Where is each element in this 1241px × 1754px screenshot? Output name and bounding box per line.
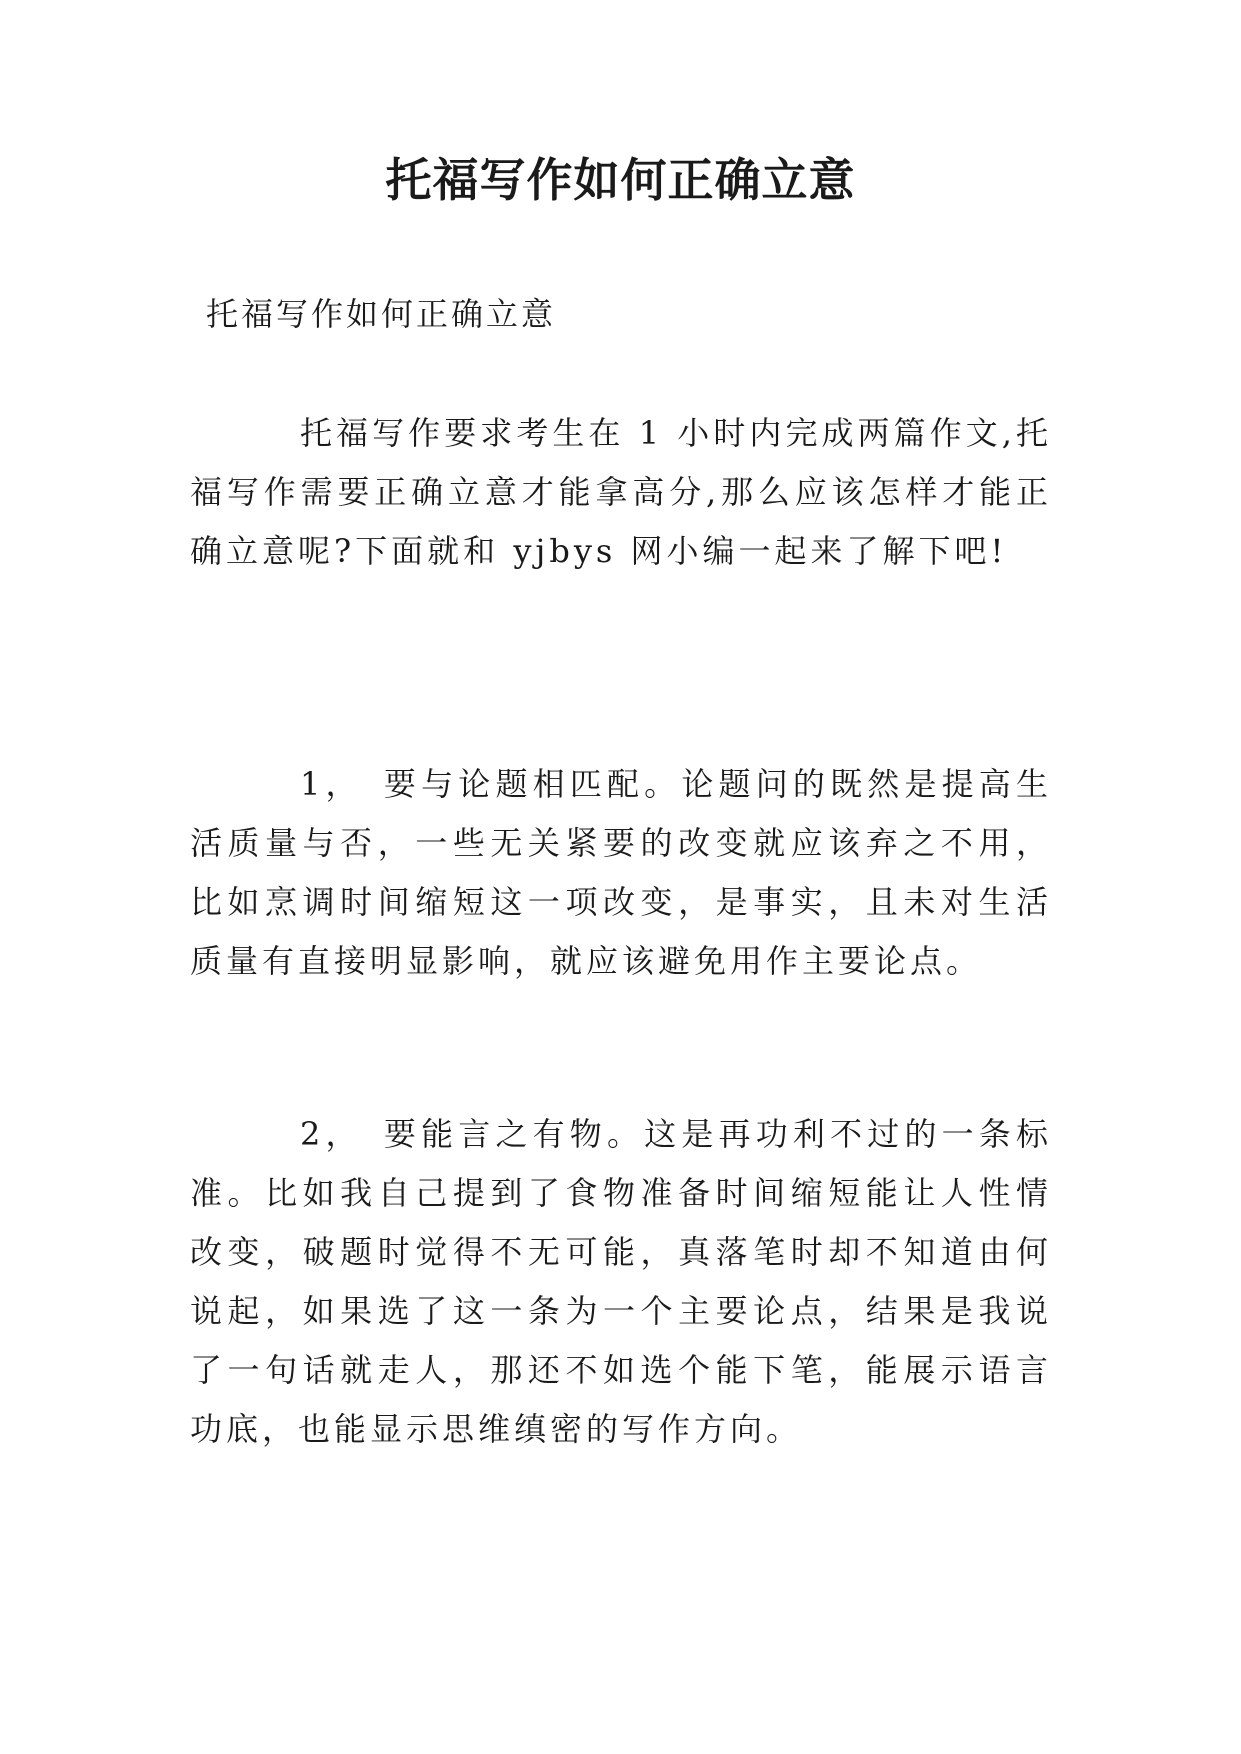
point-2-paragraph: 2， 要能言之有物。这是再功利不过的一条标准。比如我自己提到了食物准备时间缩短能让人性情改变，破题时觉得不无可能，真落笔时却不知道由何说起，如果选了这一条为一个主要论点，结果是我说了一句话就走人，那还不如选个能下笔，能展示语言功底，也能显示思维缜密的写作方向。 (190, 1115, 1052, 1448)
point-1-paragraph: 1， 要与论题相匹配。论题问的既然是提高生活质量与否，一些无关紧要的改变就应该弃之不用，比如烹调时间缩短这一项改变，是事实，且未对生活质量有直接明显影响，就应该避免用作主要论点。 (190, 765, 1052, 980)
document-title: 托福写作如何正确立意 (385, 153, 856, 207)
intro-paragraph: 托福写作要求考生在 1 小时内完成两篇作文,托福写作需要正确立意才能拿高分,那么应该怎样才能正确立意呢?下面就和 yjbys 网小编一起来了解下吧! (190, 414, 1052, 570)
document-subtitle: 托福写作如何正确立意 (206, 295, 557, 333)
